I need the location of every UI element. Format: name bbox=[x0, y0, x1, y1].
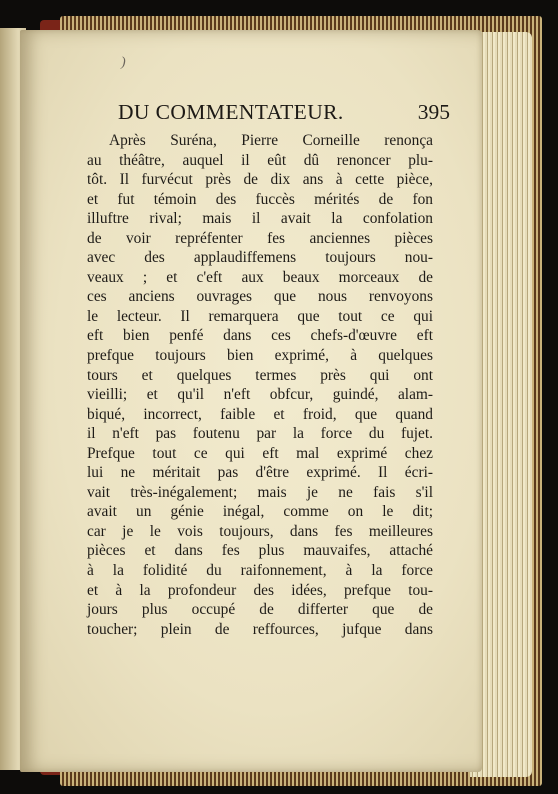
text-line: à la folidité du raifonnement, à la force bbox=[87, 562, 433, 580]
running-title: DU COMMENTATEUR. bbox=[118, 100, 344, 124]
text-line: prefque toujours bien exprimé, à quelques bbox=[87, 347, 433, 365]
text-line: Prefque tout ce qui eft mal exprimé chez bbox=[87, 444, 433, 462]
text-line: toucher; plein de reffources, jufque dans bbox=[87, 620, 433, 638]
text-line: tôt. Il furvécut près de dix ans à cette pièce, bbox=[87, 171, 433, 189]
text-line: il n'eft pas foutenu par la force du fujet. bbox=[87, 425, 433, 443]
text-line: avait un génie inégal, comme on le dit; bbox=[87, 503, 433, 521]
text-line: ces anciens ouvrages que nous renvoyons bbox=[87, 288, 433, 306]
text-line: pièces et dans fes plus mauvaifes, attaché bbox=[87, 542, 433, 560]
text-line: illuftre rival; mais il avait la confolation bbox=[87, 210, 433, 228]
text-line: jours plus occupé de differter que de bbox=[87, 601, 433, 619]
text-line: veaux ; et c'eft aux beaux morceaux de bbox=[87, 268, 433, 286]
text-line: et fut témoin des fuccès mérités de fon bbox=[87, 190, 433, 208]
body-text bbox=[87, 131, 433, 639]
text-line: de voir repréfenter fes anciennes pièces bbox=[87, 229, 433, 247]
text-line: vieilli; et qu'il n'eft obfcur, guindé, alam- bbox=[87, 386, 433, 404]
page-number: 395 bbox=[417, 100, 450, 124]
text-line: vait très-inégalement; mais je ne fais s'il bbox=[87, 483, 433, 501]
text-line: biqué, incorrect, faible et froid, que quand bbox=[87, 405, 433, 423]
text-line: car je le vois toujours, dans fes meilleures bbox=[87, 522, 433, 540]
text-line: au théâtre, auquel il eût dû renoncer plu- bbox=[87, 151, 433, 169]
text-line: avec des applaudiffemens toujours nou- bbox=[87, 249, 433, 267]
page-header bbox=[118, 100, 450, 128]
pencil-mark: ) bbox=[121, 55, 126, 70]
text-line: le lecteur. Il remarquera que tout ce qui bbox=[87, 307, 433, 325]
text-line: eft bien penfé dans ces chefs-d'œuvre eft bbox=[87, 327, 433, 345]
text-line: et à la profondeur des idées, prefque tou- bbox=[87, 581, 433, 599]
text-line: tours et quelques termes près qui ont bbox=[87, 366, 433, 384]
text-line: lui ne méritait pas d'être exprimé. Il écri- bbox=[87, 464, 433, 482]
text-line: Après Suréna, Pierre Corneille renonça bbox=[109, 132, 433, 149]
